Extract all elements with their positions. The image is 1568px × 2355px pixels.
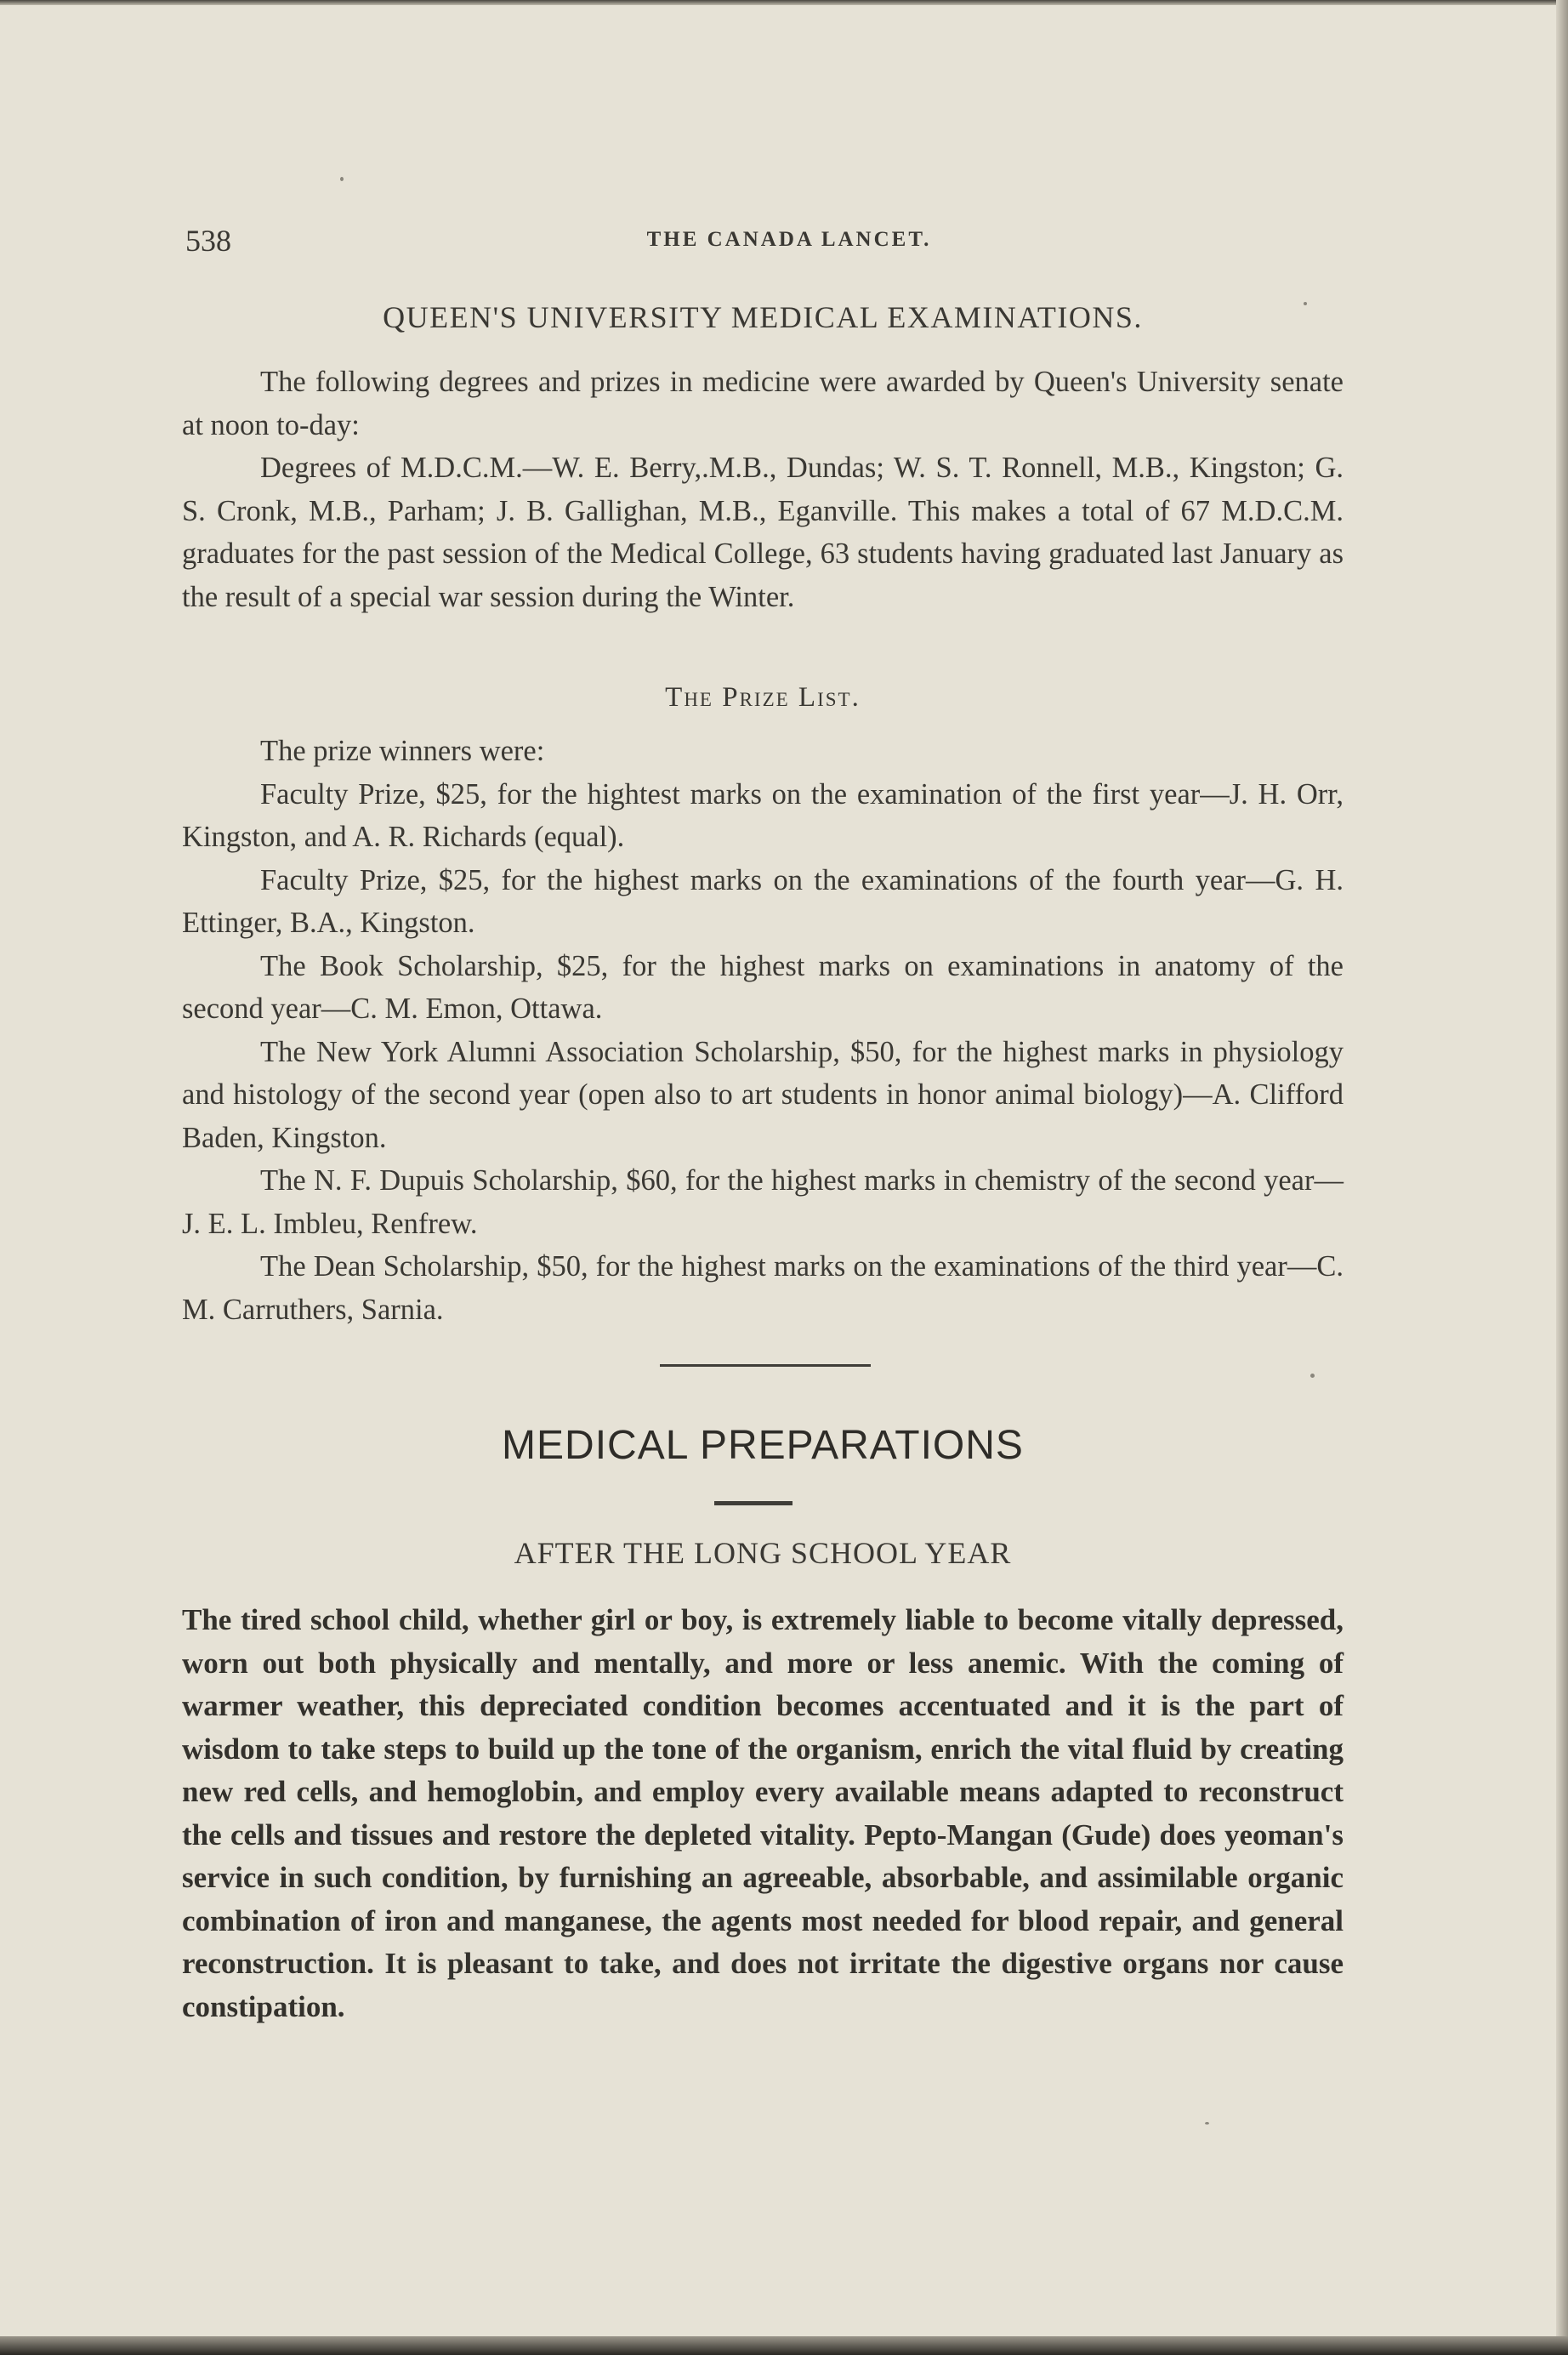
prize-paragraph: The N. F. Dupuis Scholarship, $60, for the highest marks in chemistry of the second year—J. E. L. Imbleu, Renfrew. [182,1164,1344,1240]
paper-speck [1205,2122,1209,2125]
paper-speck [1304,302,1307,305]
exams-paragraph-2: Degrees of M.D.C.M.—W. E. Berry,.M.B., Dundas; W. S. T. Ronnell, M.B., Kingston; G. S. Cronk, M.B., Parham; J. B. Gallighan, M.B., Eganville. This makes a total of 67 M.D.C.M. graduates for the past session of the Medical College, 63 students having graduated last January as the result of a special war session during the Winter. [182,452,1344,613]
exams-body [182,361,1344,618]
page-number: 538 [185,224,231,258]
paper-speck [340,177,344,181]
preparations-body: The tired school child, whether girl or boy, is extremely liable to become vitally depressed, worn out both physically and mentally, and more or less anemic. With the coming of warmer weather, this depreciated condition becomes accentuated and it is the part of wisdom to take steps to build up the tone of the organism, enrich the vital fluid by creating new red cells, and hemoglobin, and employ every available means adapted to reconstruct the cells and tissues and restore the depleted vitality. Pepto-Mangan (Gude) does yeoman's service in such condition, by furnishing an agreeable, absorbable, and assimilable organic combination of iron and manganese, the agents most needed for blood repair, and general reconstruction. It is pleasant to take, and does not irritate the digestive organs nor cause constipation. [182,1603,1344,2023]
prize-paragraph: The Dean Scholarship, $50, for the highest marks on the examinations of the third year—C. M. Carruthers, Sarnia. [182,1250,1344,1326]
preparations-title: MEDICAL PREPARATIONS [502,1423,1024,1468]
prize-paragraph: The prize winners were: [260,735,545,767]
prize-list [182,730,1344,1331]
page-right-edge [1556,0,1568,2355]
prize-list-heading-wrap [182,682,1344,714]
exams-paragraph-1: The following degrees and prizes in medicine were awarded by Queen's University senate at noon to-day: [182,366,1344,441]
prize-paragraph: Faculty Prize, $25, for the highest marks on the examinations of the fourth year—G. H. Ettinger, B.A., Kingston. [182,863,1344,939]
page-top-edge [0,0,1568,5]
running-head: THE CANADA LANCET. [646,228,932,251]
preparations-subtitle: AFTER THE LONG SCHOOL YEAR [514,1536,1012,1570]
prize-list-heading: The Prize List. [665,682,861,713]
section-divider [660,1364,871,1367]
exams-title: QUEEN'S UNIVERSITY MEDICAL EXAMINATIONS. [383,300,1143,334]
exams-section [182,299,1344,335]
page-header [185,223,1342,265]
paper-speck [1310,1374,1315,1378]
title-underline [714,1501,793,1505]
preparations-body-wrap [182,1599,1344,2028]
prize-paragraph: Faculty Prize, $25, for the hightest marks on the examination of the first year—J. H. Orr, Kingston, and A. R. Richards (equal). [182,777,1344,853]
prize-paragraph: The Book Scholarship, $25, for the highest marks on examinations in anatomy of the second year—C. M. Emon, Ottawa. [182,949,1344,1025]
page-bottom-edge [0,2336,1568,2355]
prize-paragraph: The New York Alumni Association Scholarship, $50, for the highest marks in physiology and histology of the second year (open also to art students in honor animal biology)—A. Clifford Baden, Kingston. [182,1035,1344,1154]
